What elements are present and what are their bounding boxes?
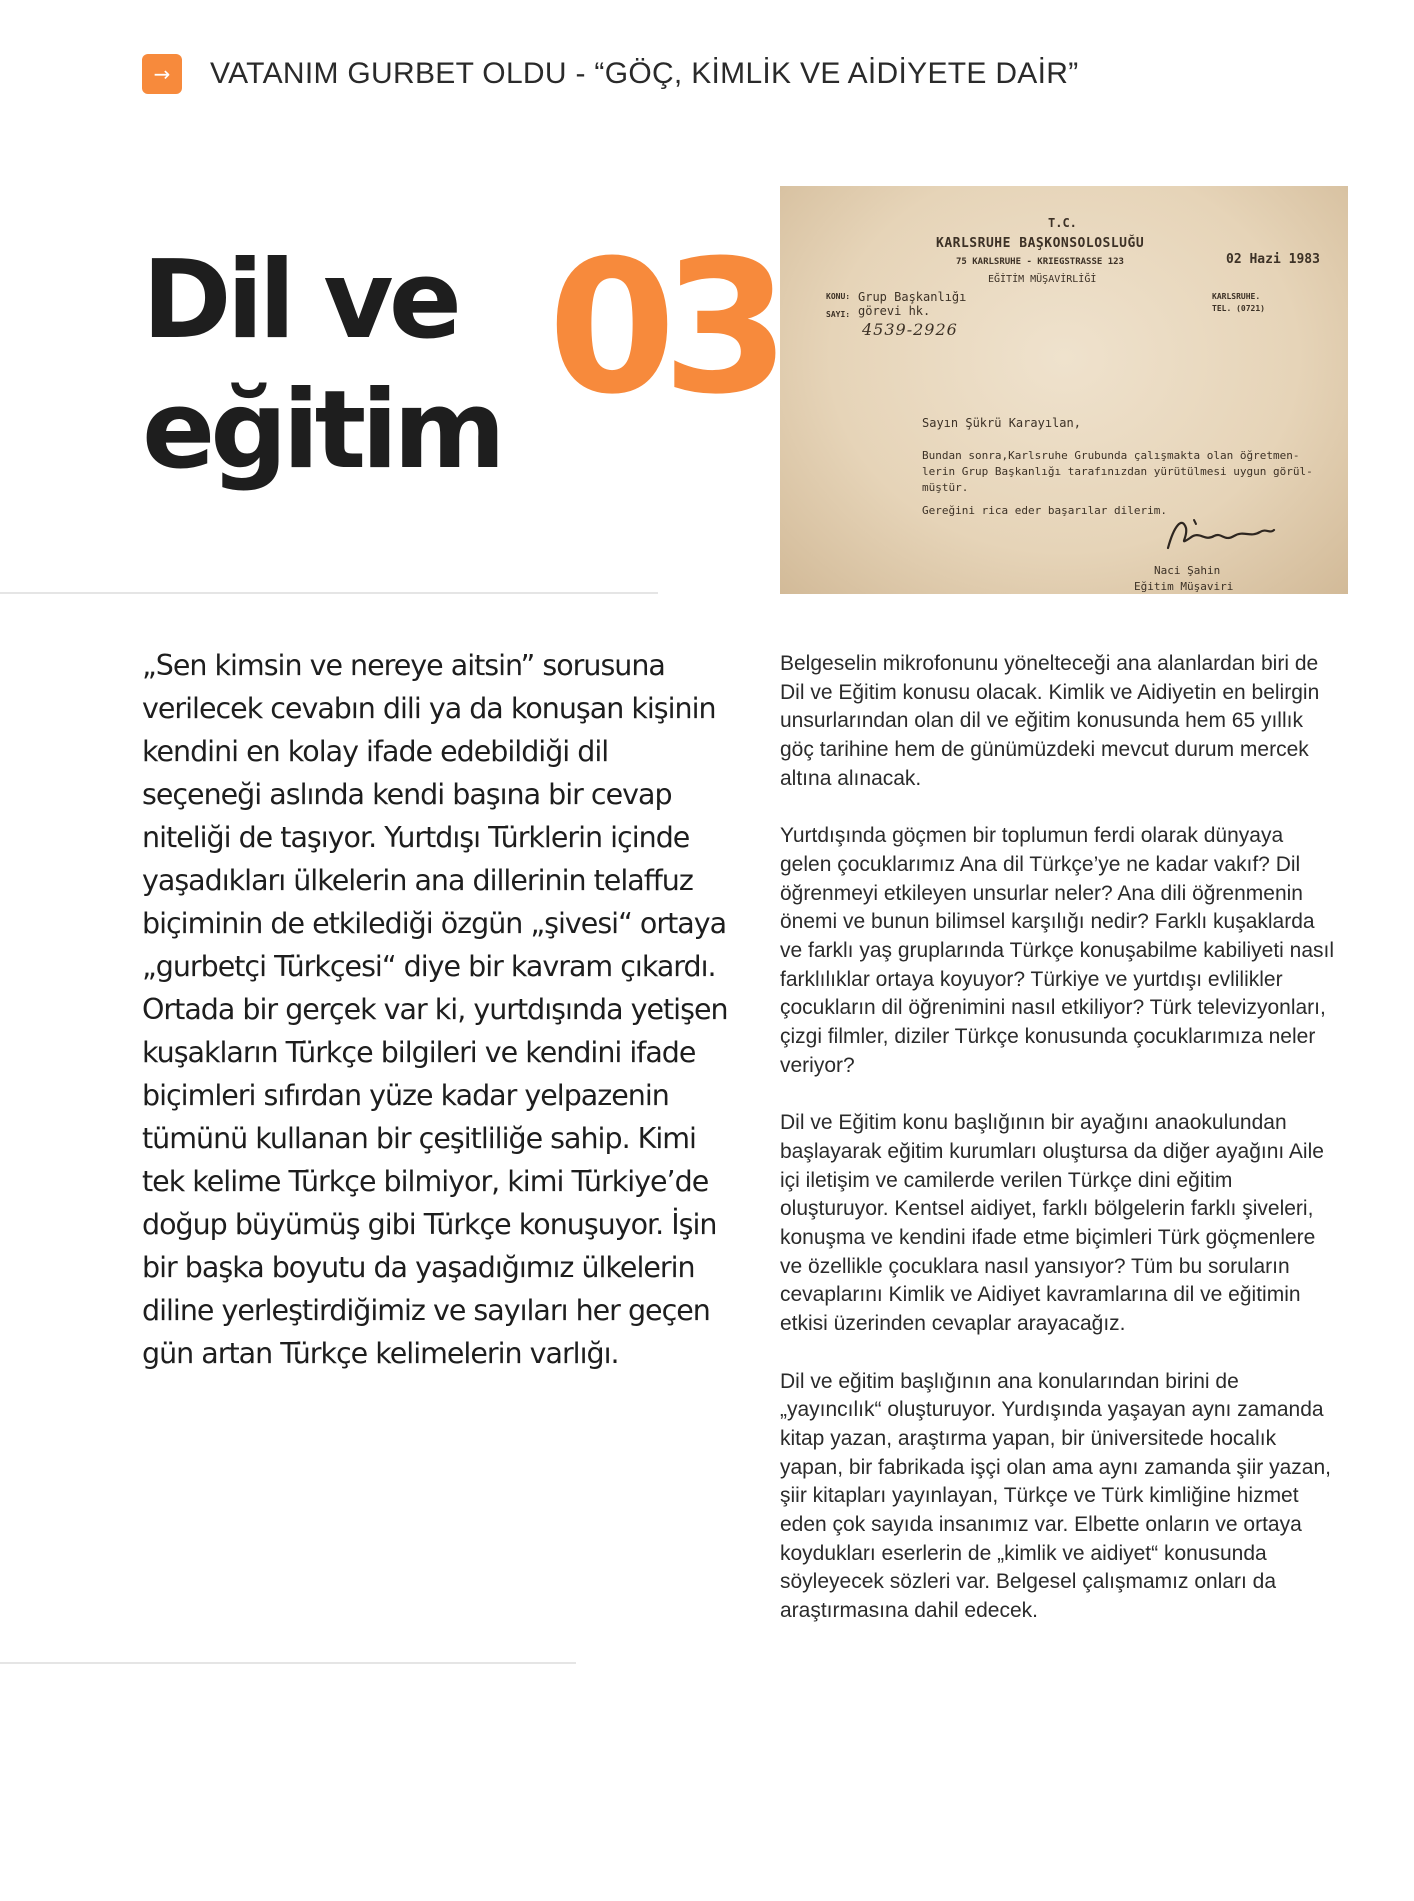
letter-city: KARLSRUHE. (1212, 292, 1261, 301)
letter-konu-line-1: Grup Başkanlığı (858, 290, 967, 304)
letter-closing: Gereğini rica eder başarılar dilerim. (922, 504, 1168, 517)
section-title (142, 236, 501, 496)
body-paragraph: Dil ve Eğitim konu başlığının bir ayağını anaokulundan başlayarak eğitim kurumları oluştursa da diğer ayağını Aile içi iletişim ve camilerde verilen Türkçe dini eğitim oluşturuyor. Kentsel aidiyet, farklı bölgelerin farklı şiveleri, konuşma ve kendini ifade etme biçimleri Türk göçmenlere ve özellikle çocuklara nasıl yansıyor? Tüm bu soruların cevaplarını Kimlik ve Aidiyet kavramlarına dil ve eğitimin etkisi üzerinden cevaplar arayacağız. (780, 1111, 1324, 1336)
letter-tc: T.C. (1048, 216, 1077, 230)
letter-tel: TEL. (0721) (1212, 304, 1265, 313)
section-number: 03 (548, 221, 777, 435)
signature-mark (1160, 508, 1280, 558)
letter-sayi-label: SAYI: (826, 310, 851, 319)
letter-body-line: müştür. (922, 481, 969, 494)
letter-body-line: lerin Grup Başkanlığı tarafınızdan yürütülmesi uygun görül- (922, 465, 1313, 478)
letter-body (922, 448, 1313, 496)
body-paragraph: Dil ve eğitim başlığının ana konularından birini de „yayıncılık“ oluşturuyor. Yurdışında yaşayan aynı zamanda kitap yazan, araştırma yapan, bir üniversitede hocalık yapan, bir fabrikada işçi olan ama aynı zamanda şiir yazan, şiir kitapları yayınlayan, Türkçe ve Türk kimliğine hizmet eden çok sayıda insanımız var. Elbette onların ve ortaya koydukları eserlerin de „kimlik ve aidiyet“ konusunda söyleyecek sözleri var. Belgesel çalışmamız onları da araştırmasına dahil edecek. (780, 1369, 1331, 1623)
section-title-line-2: eğitim (142, 368, 501, 493)
body-column (780, 650, 1340, 1655)
running-header-title: VATANIM GURBET OLDU - “GÖÇ, KİMLİK VE AİDİYETE DAİR” (210, 57, 1079, 90)
letter-sayi: 4539-2926 (862, 320, 958, 339)
page-header (142, 54, 1079, 94)
letter-address: 75 KARLSRUHE - KRIEGSTRASSE 123 (956, 257, 1124, 267)
letter-date: 02 Hazi 1983 (1226, 252, 1320, 267)
letter-department: EĞİTİM MÜŞAVİRLİĞİ (988, 274, 1097, 285)
historical-letter-image (780, 186, 1348, 594)
body-paragraph: Belgeselin mikrofonunu yönelteceği ana alanlardan biri de Dil ve Eğitim konusu olacak. Kimlik ve Aidiyetin en belirgin unsurlarından olan dil ve eğitim konusunda hem 65 yıllık göç tarihine hem de günümüzdeki mevcut durum mercek altına alınacak. (780, 652, 1320, 790)
letter-konu-line-2: görevi hk. (858, 304, 931, 318)
letter-signer: Naci Şahin (1154, 564, 1221, 577)
arrow-right-icon: → (142, 54, 182, 94)
letter-organization: KARLSRUHE BAŞKONSOLOSLUĞU (936, 236, 1145, 251)
lead-paragraph: „Sen kimsin ve nereye aitsin” sorusuna verilecek cevabın dili ya da konuşan kişinin kendini en kolay ifade edebildiği dil seçeneği aslında kendi başına bir cevap niteliği de taşıyor. Yurtdışı Türklerin içinde yaşadıkları ülkelerin ana dillerinin telaffuz biçiminin de etkilediği özgün „şivesi“ ortaya „gurbetçi Türkçesi“ diye bir kavram çıkardı. Ortada bir gerçek var ki, yurtdışında yetişen kuşakların Türkçe bilgileri ve kendini ifade biçimleri sıfırdan yüze kadar yelpazenin tümünü kullanan bir çeşitliliğe sahip. Kimi tek kelime Türkçe bilmiyor, kimi Türkiye’de doğup büyümüş gibi Türkçe konuşuyor. İşin bir başka boyutu da yaşadığımız ülkelerin diline yerleştirdiğimiz ve sayıları her geçen gün artan Türkçe kelimelerin varlığı. (142, 649, 728, 1370)
letter-body-line: Bundan sonra,Karlsruhe Grubunda çalışmakta olan öğretmen- (922, 449, 1300, 462)
letter-salutation: Sayın Şükrü Karayılan, (922, 416, 1081, 430)
divider (0, 592, 658, 594)
letter-signer-title: Eğitim Müşaviri (1134, 580, 1234, 593)
divider (0, 1662, 576, 1664)
section-title-line-1: Dil ve (142, 238, 457, 363)
letter-konu-label: KONU: (826, 292, 851, 301)
body-paragraph: Yurtdışında göçmen bir toplumun ferdi olarak dünyaya gelen çocuklarımız Ana dil Türkçe’ye ne kadar vakıf? Dil öğrenmeyi etkileyen unsurlar neler? Ana dili öğrenmenin önemi ve bunun bilimsel karşılığı nedir? Farklı kuşaklarda ve farklı yaş gruplarında Türkçe konuşabilme kabiliyeti nasıl farklılıklar ortaya koyuyor? Türkiye ve yurtdışı evlilikler çocukların dil öğrenimini nasıl etkiliyor? Türk televizyonları, çizgi filmler, diziler Türkçe konusunda çocuklarımıza neler veriyor? (780, 824, 1335, 1077)
